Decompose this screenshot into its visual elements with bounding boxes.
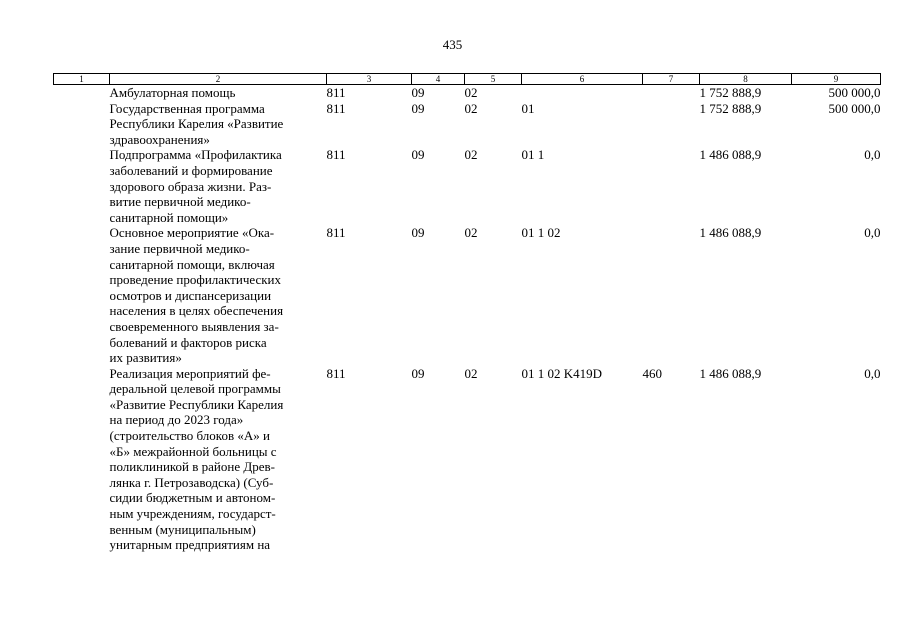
name-line: Республики Карелия «Развитие — [109, 116, 284, 132]
cell-subsection: 02 — [464, 225, 478, 241]
cell-section: 09 — [411, 85, 425, 100]
cell-section: 09 — [411, 100, 425, 116]
name-line: Реализация мероприятий фе- — [109, 365, 271, 381]
cell-amount-federal: 0,0 — [864, 147, 881, 163]
cell-target-article: 01 1 02 — [521, 225, 561, 241]
budget-table — [53, 73, 881, 553]
name-line: санитарной помощи, включая — [109, 256, 275, 272]
name-line: своевременного выявления за- — [109, 318, 279, 334]
cell-grbs: 811 — [326, 100, 346, 116]
name-line: болеваний и факторов риска — [109, 334, 267, 350]
cell-code — [54, 147, 110, 225]
cell-target-article: 01 — [521, 100, 535, 116]
cell-amount-federal: 500 000,0 — [828, 85, 881, 100]
name-line: здорового образа жизни. Раз- — [109, 178, 272, 194]
table-row — [54, 85, 881, 101]
column-header-1: 1 — [54, 74, 110, 85]
name-line: деральной целевой программы — [109, 381, 281, 397]
name-line: венным (муниципальным) — [109, 521, 256, 537]
cell-grbs: 811 — [326, 147, 346, 163]
name-line: лянка г. Петрозаводска) (Суб- — [109, 474, 274, 490]
cell-target-article — [522, 85, 643, 101]
cell-amount-total: 1 486 088,9 — [699, 365, 762, 381]
cell-expense-type — [643, 147, 700, 225]
name-line: «Б» межрайонной больницы с — [109, 443, 277, 459]
name-line: унитарным предприятиям на — [109, 537, 271, 553]
table-row — [54, 147, 881, 225]
name-line: Основное мероприятие «Ока- — [109, 225, 275, 241]
cell-grbs: 811 — [326, 225, 346, 241]
name-line: Подпрограмма «Профилактика — [109, 147, 282, 163]
name-line: сидии бюджетным и автоном- — [109, 490, 276, 506]
cell-code — [54, 366, 110, 553]
cell-amount-federal: 500 000,0 — [828, 100, 881, 116]
column-header-7: 7 — [643, 74, 700, 85]
name-line: их развития» — [109, 350, 182, 366]
name-line: «Развитие Республики Карелия — [109, 396, 284, 412]
cell-section: 09 — [411, 365, 425, 381]
name-line: поликлиникой в районе Древ- — [109, 459, 275, 475]
name-line: зание первичной медико- — [109, 240, 250, 256]
name-line: санитарной помощи» — [109, 209, 229, 225]
cell-amount-total: 1 486 088,9 — [699, 147, 762, 163]
table-body — [54, 85, 881, 553]
cell-code — [54, 101, 110, 148]
cell-amount-federal: 0,0 — [864, 365, 881, 381]
cell-name — [110, 101, 327, 148]
name-line: проведение профилактических — [109, 272, 281, 288]
cell-subsection: 02 — [464, 100, 478, 116]
table-row — [54, 101, 881, 148]
cell-section: 09 — [411, 225, 425, 241]
name-line: населения в целях обеспечения — [109, 303, 284, 319]
cell-target-article: 01 1 — [521, 147, 545, 163]
column-header-3: 3 — [327, 74, 412, 85]
cell-code — [54, 85, 110, 101]
cell-name — [110, 147, 327, 225]
name-line: Государственная программа — [109, 100, 265, 116]
cell-section: 09 — [411, 147, 425, 163]
cell-name — [110, 85, 327, 101]
cell-name — [110, 366, 327, 553]
cell-amount-total: 1 752 888,9 — [699, 100, 762, 116]
column-header-6: 6 — [522, 74, 643, 85]
name-line: витие первичной медико- — [109, 194, 251, 210]
page-number: 435 — [442, 37, 463, 52]
cell-subsection: 02 — [464, 85, 478, 100]
cell-grbs: 811 — [326, 365, 346, 381]
cell-code — [54, 225, 110, 365]
cell-amount-total: 1 752 888,9 — [699, 85, 762, 100]
column-number-row — [54, 74, 881, 85]
cell-expense-type — [643, 101, 700, 148]
cell-expense-type: 460 — [642, 365, 662, 381]
cell-subsection: 02 — [464, 147, 478, 163]
column-header-4: 4 — [412, 74, 465, 85]
column-header-8: 8 — [700, 74, 792, 85]
name-line: заболеваний и формирование — [109, 162, 273, 178]
cell-name — [110, 225, 327, 365]
name-line: осмотров и диспансеризации — [109, 287, 272, 303]
cell-expense-type — [643, 225, 700, 365]
column-header-2: 2 — [110, 74, 327, 85]
cell-subsection: 02 — [464, 365, 478, 381]
name-line: Амбулаторная помощь — [109, 85, 236, 100]
name-line: ным учреждениям, государст- — [109, 506, 276, 522]
column-header-9: 9 — [792, 74, 881, 85]
cell-grbs: 811 — [326, 85, 346, 100]
table-row — [54, 366, 881, 553]
cell-amount-total: 1 486 088,9 — [699, 225, 762, 241]
name-line: (строительство блоков «А» и — [109, 428, 270, 444]
cell-target-article: 01 1 02 K419D — [521, 365, 603, 381]
column-header-5: 5 — [465, 74, 522, 85]
cell-expense-type — [643, 85, 700, 101]
name-line: на период до 2023 года» — [109, 412, 244, 428]
name-line: здравоохранения» — [109, 131, 210, 147]
cell-amount-federal: 0,0 — [864, 225, 881, 241]
table-row — [54, 225, 881, 365]
